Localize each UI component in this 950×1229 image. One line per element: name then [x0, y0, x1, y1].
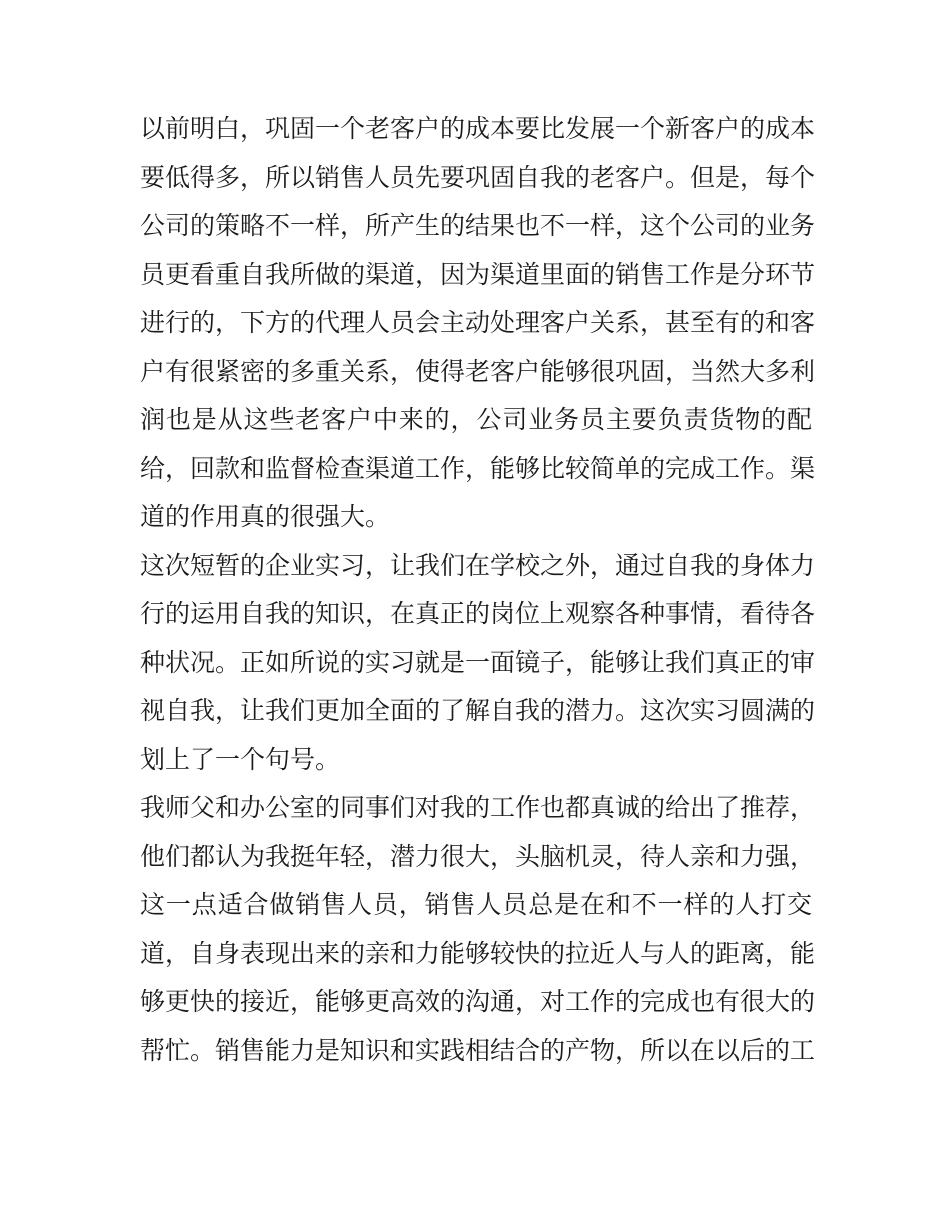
text-line: 要低得多，所以销售人员先要巩固自我的老客户。但是，每个	[140, 162, 816, 192]
text-line: 进行的，下方的代理人员会主动处理客户关系，甚至有的和客	[140, 308, 816, 337]
paragraph-1	[140, 105, 816, 542]
text-line: 员更看重自我所做的渠道，因为渠道里面的销售工作是分环节	[140, 259, 816, 289]
text-line: 划上了一个句号。	[140, 744, 341, 774]
text-line: 他们都认为我挺年轻，潜力很大，头脑机灵，待人亲和力强，	[140, 841, 816, 871]
text-line: 道，自身表现出来的亲和力能够较快的拉近人与人的距离，能	[140, 938, 816, 968]
text-line: 给，回款和监督检查渠道工作，能够比较简单的完成工作。渠	[140, 453, 816, 483]
text-line: 润也是从这些老客户中来的，公司业务员主要负责货物的配	[140, 405, 812, 434]
text-line: 这次短暂的企业实习，让我们在学校之外，通过自我的身体力	[140, 550, 816, 580]
text-line: 户有很紧密的多重关系，使得老客户能够很巩固，当然大多利	[140, 356, 816, 386]
text-line: 够更快的接近，能够更高效的沟通，对工作的完成也有很大的	[140, 987, 816, 1016]
text-line: 公司的策略不一样，所产生的结果也不一样，这个公司的业务	[140, 211, 816, 240]
text-line: 帮忙。销售能力是知识和实践相结合的产物，所以在以后的工	[140, 1035, 816, 1065]
paragraph-2	[140, 542, 816, 785]
text-line: 种状况。正如所说的实习就是一面镜子，能够让我们真正的审	[140, 647, 816, 677]
text-line: 这一点适合做销售人员，销售人员总是在和不一样的人打交	[140, 890, 812, 919]
paragraph-3	[140, 784, 816, 1075]
text-line: 行的运用自我的知识，在真正的岗位上观察各种事情，看待各	[140, 599, 816, 628]
text-line: 我师父和办公室的同事们对我的工作也都真诚的给出了推荐，	[140, 793, 816, 822]
text-line: 视自我，让我们更加全面的了解自我的潜力。这次实习圆满的	[140, 696, 816, 725]
text-line: 以前明白，巩固一个老客户的成本要比发展一个新客户的成本	[140, 114, 816, 143]
text-line: 道的作用真的很强大。	[140, 502, 391, 531]
body-text	[140, 105, 816, 1075]
